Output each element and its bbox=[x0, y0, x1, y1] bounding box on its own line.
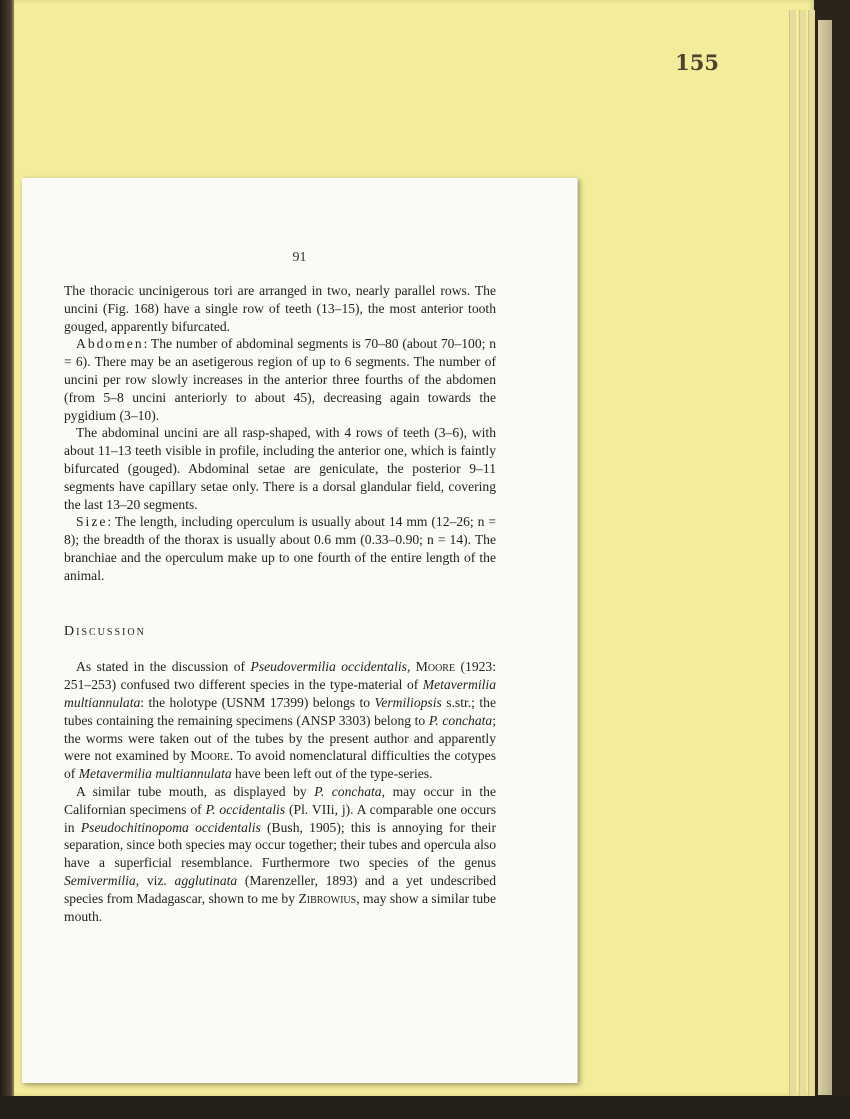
species-name: P. conchata bbox=[428, 712, 493, 728]
text-run: (Bush, 1905); this is annoying for their separation, since both species may occur together; their tubes and opercula also have a superficial resemblance. Furthermore two species of the genus bbox=[64, 819, 496, 871]
text-run: (Pl. VIIi, j). A comparable one occurs in bbox=[64, 801, 496, 835]
page-edge-layer bbox=[808, 10, 815, 1100]
section-heading-discussion: Discussion bbox=[64, 623, 146, 639]
species-name: Metavermilia multiannulata bbox=[64, 677, 496, 710]
text-run: . To avoid nomenclatural difficulties the cotypes of bbox=[64, 748, 496, 782]
species-name: Pseudovermilia occidentalis bbox=[250, 659, 407, 675]
text-run: s.str.; the tubes containing the remaining specimens (ANSP 3303) belong to bbox=[64, 694, 496, 728]
author-name: Zibrowius bbox=[298, 890, 357, 906]
text-run: (1923: 251–253) confused two different species in the type-material of bbox=[64, 659, 497, 693]
paragraph-text: : The number of abdominal segments is 70–80 (about 70–100; n = 6). There may be an asetigerous region of up to 6 segments. The number of uncini per row slowly increases in the anterior three fourths of the abdomen (from 5–8 uncini anteriorly to about 45), decreasing again towards the pygidium (3–10). bbox=[64, 336, 496, 423]
text-run: , may show a similar tube mouth. bbox=[64, 890, 496, 924]
page-stack-edge bbox=[818, 20, 832, 1095]
text-run: , bbox=[406, 659, 416, 675]
page-edge-layer bbox=[789, 10, 796, 1100]
species-name: Pseudochitinopoma occidentalis bbox=[80, 819, 261, 835]
paragraph-discussion-2 bbox=[64, 783, 496, 925]
text-run: (Marenzeller, 1893) and a yet undescribed species from Madagascar, shown to me by bbox=[64, 872, 497, 906]
species-name: agglutinata bbox=[174, 872, 238, 888]
bottom-shadow bbox=[0, 1096, 850, 1119]
paragraph-abdomen bbox=[64, 335, 496, 424]
paragraph-discussion-1 bbox=[64, 658, 496, 783]
text-run: , may occur in the Californian specimens of bbox=[64, 783, 496, 817]
text-run: A similar tube mouth, as displayed by bbox=[76, 783, 315, 799]
genus-name: Semivermilia bbox=[64, 872, 136, 888]
section-label-size: Size bbox=[76, 514, 108, 530]
paragraph-text: : The length, including operculum is usually about 14 mm (12–26; n = 8); the breadth of the thorax is usually about 0.6 mm (0.33–0.90; n = 14). The branchiae and the operculum make up to one fourth of the entire length of the animal. bbox=[64, 514, 496, 583]
page-number: 91 bbox=[292, 250, 307, 265]
author-name: Moore bbox=[415, 659, 456, 675]
text-run: ; the worms were taken out of the tubes by the present author and apparently were not examined by bbox=[64, 712, 496, 764]
text-run: have been left out of the type-series. bbox=[231, 766, 433, 782]
species-name: Metavermilia multiannulata bbox=[78, 766, 232, 782]
text-run: , viz. bbox=[135, 872, 175, 888]
paragraph-thoracic-tori: The thoracic uncinigerous tori are arranged in two, nearly parallel rows. The uncini (Fig. 168) have a single row of teeth (13–15), the most anterior tooth gouged, apparently bifurcated. bbox=[64, 283, 496, 334]
species-name: P. occidentalis bbox=[205, 801, 286, 817]
page-body-text bbox=[64, 282, 496, 925]
section-label-abdomen: Abdomen bbox=[76, 336, 144, 352]
white-inserted-page bbox=[22, 178, 578, 1083]
text-run: As stated in the discussion of bbox=[76, 659, 251, 675]
species-name: P. conchata bbox=[314, 783, 382, 799]
paragraph-size bbox=[64, 513, 496, 584]
author-name: Moore bbox=[190, 748, 230, 764]
text-run: : the holotype (USNM 17399) belongs to bbox=[140, 694, 375, 710]
yellow-page-number: 155 bbox=[675, 50, 719, 75]
page-edge-layer bbox=[799, 10, 806, 1100]
genus-name: Vermiliopsis bbox=[374, 694, 442, 710]
paragraph-abdominal-uncini: The abdominal uncini are all rasp-shaped, with 4 rows of teeth (3–6), with about 11–13 teeth visible in profile, including the anterior one, which is faintly bifurcated (gouged). Abdominal setae are geniculate, the posterior 9–11 segments have capillary setae only. There is a dorsal glandular field, covering the last 13–20 segments. bbox=[64, 425, 496, 512]
